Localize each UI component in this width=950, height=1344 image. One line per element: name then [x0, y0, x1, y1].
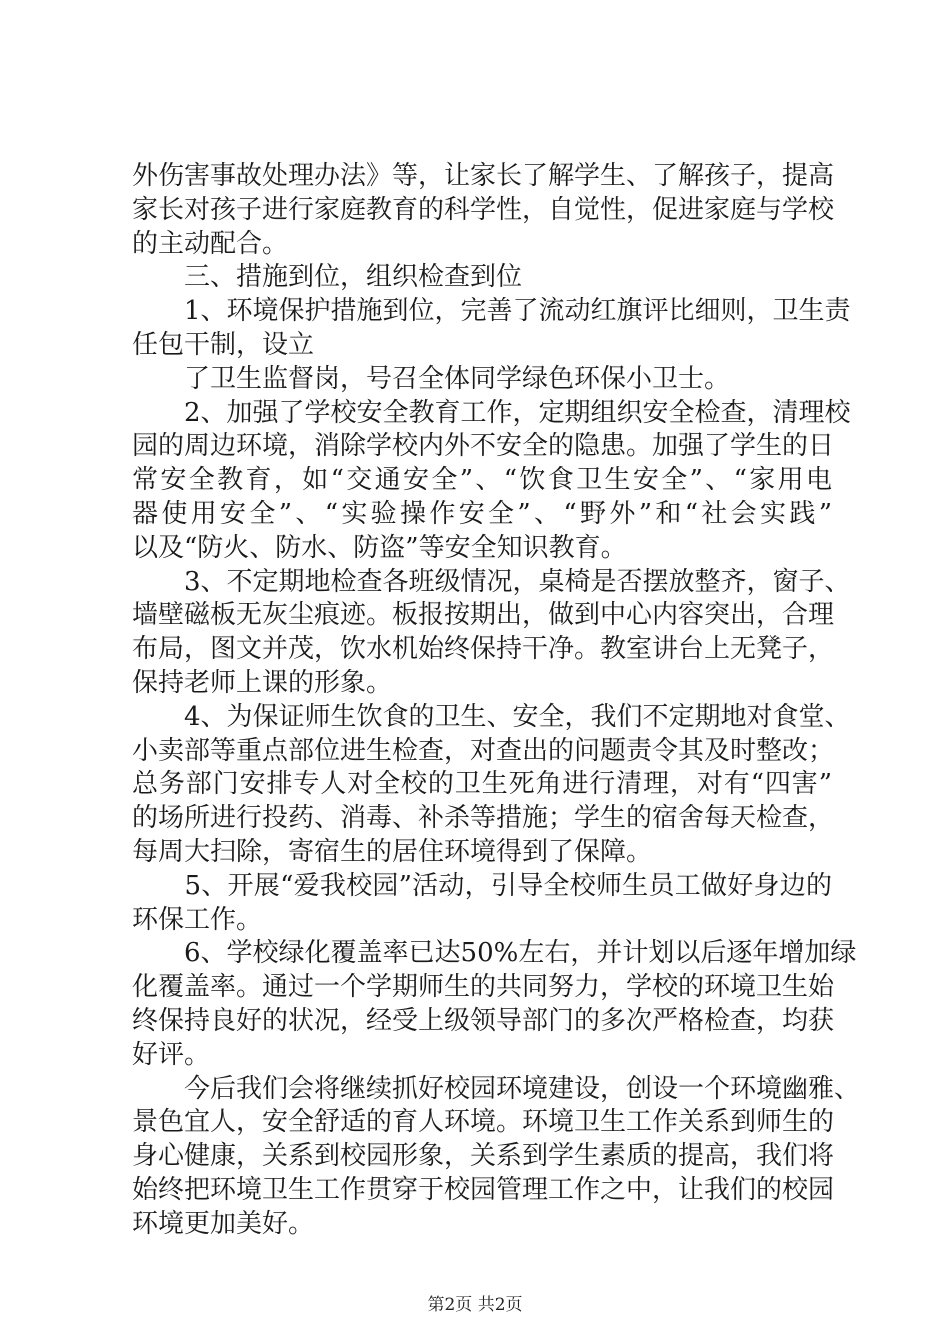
text-line: 始终把环境卫生工作贯穿于校园管理工作之中，让我们的校园 — [132, 1175, 835, 1205]
text-line: 3、不定期地检查各班级情况，桌椅是否摆放整齐，窗子、 — [132, 566, 851, 597]
text-line: 以及“防火、防水、防盗”等安全知识教育。 — [132, 532, 627, 563]
text-line: 4、为保证师生饮食的卫生、安全，我们不定期地对食堂、 — [132, 701, 851, 732]
text-line: 的主动配合。 — [132, 228, 289, 259]
text-line: 6、学校绿化覆盖率已达50%左右，并计划以后逐年增加绿 — [132, 938, 857, 969]
text-line: 家长对孩子进行家庭教育的科学性，自觉性，促进家庭与学校 — [132, 194, 835, 225]
page-number-footer: 第2页 共2页 — [427, 1295, 523, 1315]
text-line: 三、措施到位，组织检查到位 — [132, 262, 523, 293]
text-line: 器使用安全”、“实验操作安全”、“野外”和“社会实践” — [132, 499, 836, 529]
text-line: 化覆盖率。通过一个学期师生的共同努力，学校的环境卫生始 — [132, 972, 835, 1003]
text-line: 终保持良好的状况，经受上级领导部门的多次严格检查，均获 — [132, 1006, 835, 1036]
text-line: 墙壁磁板无灰尘痕迹。板报按期出，做到中心内容突出，合理 — [132, 600, 835, 631]
text-line: 小卖部等重点部位进生检查，对查出的问题责令其及时整改； — [132, 735, 835, 766]
text-line: 园的周边环境，消除学校内外不安全的隐患。加强了学生的日 — [132, 431, 835, 462]
text-line: 总务部门安排专人对全校的卫生死角进行清理，对有“四害” — [132, 769, 833, 800]
text-line: 常安全教育，如“交通安全”、“饮食卫生安全”、“家用电 — [132, 465, 835, 496]
text-line: 好评。 — [132, 1039, 211, 1070]
text-line: 保持老师上课的形象。 — [132, 668, 393, 698]
text-line: 每周大扫除，寄宿生的居住环境得到了保障。 — [132, 837, 653, 867]
text-line: 身心健康，关系到校园形象，关系到学生素质的提高，我们将 — [132, 1141, 835, 1172]
text-line: 外伤害事故处理办法》等，让家长了解学生、了解孩子，提高 — [132, 161, 835, 191]
text-line: 景色宜人，安全舒适的育人环境。环境卫生工作关系到师生的 — [132, 1107, 835, 1138]
text-line: 任包干制，设立 — [132, 330, 315, 360]
text-line: 布局，图文并茂，饮水机始终保持干净。教室讲台上无凳子， — [132, 634, 835, 665]
text-line: 的场所进行投药、消毒、补杀等措施；学生的宿舍每天检查， — [132, 803, 835, 834]
text-line: 2、加强了学校安全教育工作，定期组织安全检查，清理校 — [132, 397, 851, 428]
text-line: 1、环境保护措施到位，完善了流动红旗评比细则，卫生责 — [132, 296, 851, 327]
text-line: 今后我们会将继续抓好校园环境建设，创设一个环境幽雅、 — [132, 1073, 861, 1104]
text-line: 环保工作。 — [132, 904, 263, 935]
text-line: 5、开展“爱我校园”活动，引导全校师生员工做好身边的 — [132, 870, 833, 901]
text-line: 环境更加美好。 — [132, 1208, 315, 1239]
text-line: 了卫生监督岗，号召全体同学绿色环保小卫士。 — [132, 363, 731, 394]
